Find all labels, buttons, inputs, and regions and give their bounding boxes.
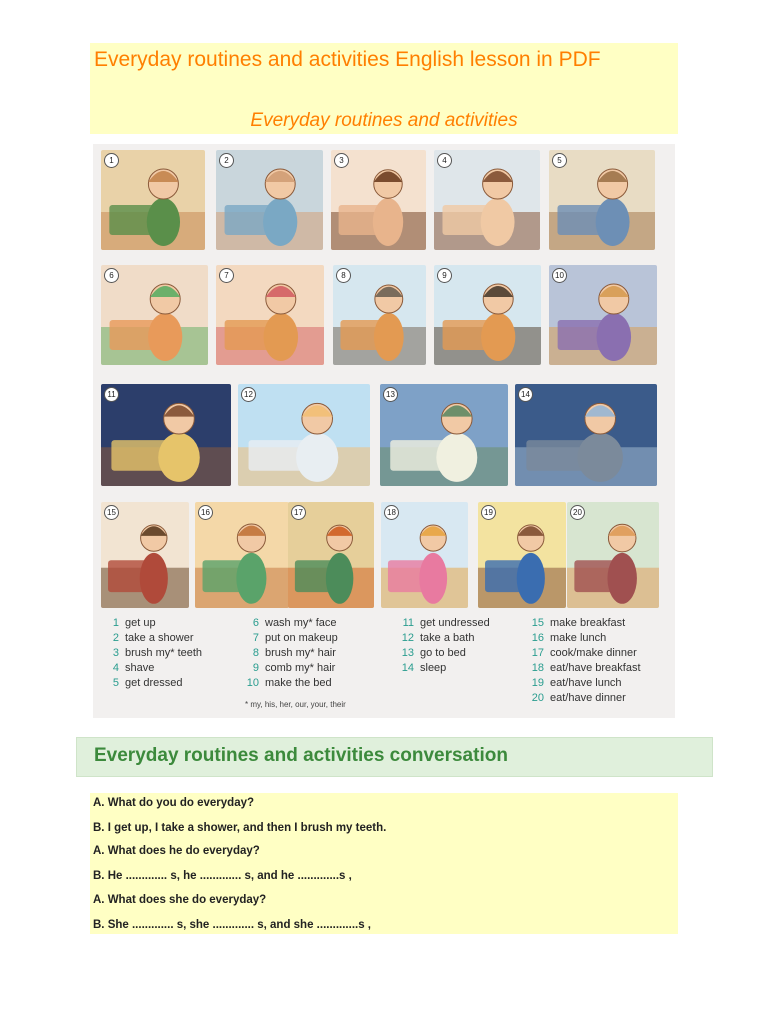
legend-label: take a shower: [125, 632, 194, 644]
illustration-panel-8: [333, 265, 426, 365]
illustration-panel-16: [195, 502, 289, 608]
legend-number: 11: [402, 617, 414, 629]
conversation-box: [90, 793, 678, 934]
legend-item: [530, 691, 641, 706]
page-title: Everyday routines and activities English lesson in PDF: [94, 48, 601, 71]
legend-label: brush my* hair: [265, 647, 336, 659]
panel-number: 6: [104, 268, 119, 283]
illustration-panel-13: [380, 384, 508, 486]
illustration-panel-19: [478, 502, 566, 608]
routines-illustration: [93, 144, 675, 718]
legend-number: 10: [246, 677, 259, 689]
legend-item: [105, 646, 202, 661]
legend-number: 2: [112, 632, 119, 644]
illustration-panel-1: [101, 150, 205, 250]
panel-number: 13: [383, 387, 398, 402]
legend-label: cook/make dinner: [550, 647, 637, 659]
legend-number: 7: [252, 632, 259, 644]
illustration-panel-15: [101, 502, 189, 608]
legend-label: shave: [125, 662, 155, 674]
legend-item: [245, 631, 338, 646]
legend-label: eat/have lunch: [550, 677, 622, 689]
legend-item: [245, 661, 338, 676]
legend-label: wash my* face: [265, 617, 337, 629]
legend-number: 16: [531, 632, 544, 644]
legend-footnote: * my, his, her, our, your, their: [245, 700, 346, 709]
page-subtitle: Everyday routines and activities: [250, 110, 518, 131]
legend-item: [105, 661, 202, 676]
legend-number: 14: [401, 662, 414, 674]
scene-drawing: [101, 384, 231, 486]
legend-label: take a bath: [420, 632, 475, 644]
conversation-line: B. She ............. s, she ............. s, and she .............s ,: [93, 919, 371, 931]
panel-number: 7: [219, 268, 234, 283]
legend-item: [530, 631, 641, 646]
panel-number: 3: [334, 153, 349, 168]
conversation-line: B. He ............. s, he ............. s, and he .............s ,: [93, 870, 352, 882]
panel-number: 14: [518, 387, 533, 402]
illustration-panel-14: [515, 384, 657, 486]
panel-number: 9: [437, 268, 452, 283]
illustration-panel-7: [216, 265, 324, 365]
legend-item: [105, 676, 202, 691]
title-box: [90, 43, 678, 134]
panel-number: 1: [104, 153, 119, 168]
scene-drawing: [238, 384, 370, 486]
illustration-panel-18: [381, 502, 468, 608]
illustration-panel-17: [288, 502, 374, 608]
conversation-heading: Everyday routines and activities conversation: [94, 745, 508, 766]
legend-number: 6: [252, 617, 259, 629]
legend-item: [530, 661, 641, 676]
illustration-panel-3: [331, 150, 426, 250]
legend-number: 9: [252, 662, 259, 674]
legend-number: 8: [252, 647, 259, 659]
legend-label: go to bed: [420, 647, 466, 659]
legend-item: [530, 616, 641, 631]
illustration-panel-4: [434, 150, 540, 250]
illustration-panel-2: [216, 150, 323, 250]
panel-number: 11: [104, 387, 119, 402]
panel-number: 18: [384, 505, 399, 520]
conversation-line: A. What does she do everyday?: [93, 894, 267, 906]
panel-number: 15: [104, 505, 119, 520]
panel-number: 10: [552, 268, 567, 283]
legend-label: get up: [125, 617, 156, 629]
legend-item: [400, 646, 490, 661]
legend-item: [400, 661, 490, 676]
legend-item: [400, 631, 490, 646]
legend-item: [530, 676, 641, 691]
conversation-line: A. What does he do everyday?: [93, 845, 260, 857]
legend-item: [105, 616, 202, 631]
legend-label: eat/have breakfast: [550, 662, 641, 674]
conversation-header: [76, 737, 713, 777]
legend-item: [245, 676, 338, 691]
illustration-panel-10: [549, 265, 657, 365]
legend-number: 3: [112, 647, 119, 659]
conversation-line: B. I get up, I take a shower, and then I brush my teeth.: [93, 822, 387, 834]
panel-number: 5: [552, 153, 567, 168]
legend-label: sleep: [420, 662, 447, 674]
legend-item: [105, 631, 202, 646]
illustration-panel-6: [101, 265, 208, 365]
panel-number: 16: [198, 505, 213, 520]
illustration-panel-5: [549, 150, 655, 250]
legend-number: 18: [531, 662, 544, 674]
panel-number: 20: [570, 505, 585, 520]
illustration-panel-12: [238, 384, 370, 486]
legend-item: [245, 616, 338, 631]
illustration-panel-11: [101, 384, 231, 486]
legend-label: brush my* teeth: [125, 647, 203, 659]
legend-label: get undressed: [420, 617, 490, 629]
legend-item: [400, 616, 490, 631]
legend: [105, 616, 665, 712]
panel-number: 4: [437, 153, 452, 168]
legend-number: 20: [531, 692, 544, 704]
legend-number: 5: [112, 677, 119, 689]
legend-number: 1: [112, 617, 119, 629]
panel-number: 2: [219, 153, 234, 168]
legend-label: get dressed: [125, 677, 183, 689]
scene-drawing: [515, 384, 657, 486]
legend-label: make the bed: [265, 677, 332, 689]
legend-label: comb my* hair: [265, 662, 336, 674]
legend-item: [245, 646, 338, 661]
legend-number: 19: [531, 677, 544, 689]
scene-drawing: [380, 384, 508, 486]
conversation-line: A. What do you do everyday?: [93, 797, 255, 809]
panel-number: 19: [481, 505, 496, 520]
legend-number: 12: [401, 632, 414, 644]
legend-item: [530, 646, 641, 661]
legend-label: make breakfast: [550, 617, 626, 629]
legend-number: 17: [531, 647, 544, 659]
panel-number: 8: [336, 268, 351, 283]
illustration-panel-9: [434, 265, 541, 365]
legend-label: eat/have dinner: [550, 692, 626, 704]
legend-label: put on makeup: [265, 632, 338, 644]
legend-number: 13: [401, 647, 414, 659]
panel-number: 12: [241, 387, 256, 402]
illustration-panel-20: [567, 502, 659, 608]
panel-number: 17: [291, 505, 306, 520]
legend-number: 15: [531, 617, 544, 629]
legend-label: make lunch: [550, 632, 607, 644]
legend-number: 4: [112, 662, 119, 674]
